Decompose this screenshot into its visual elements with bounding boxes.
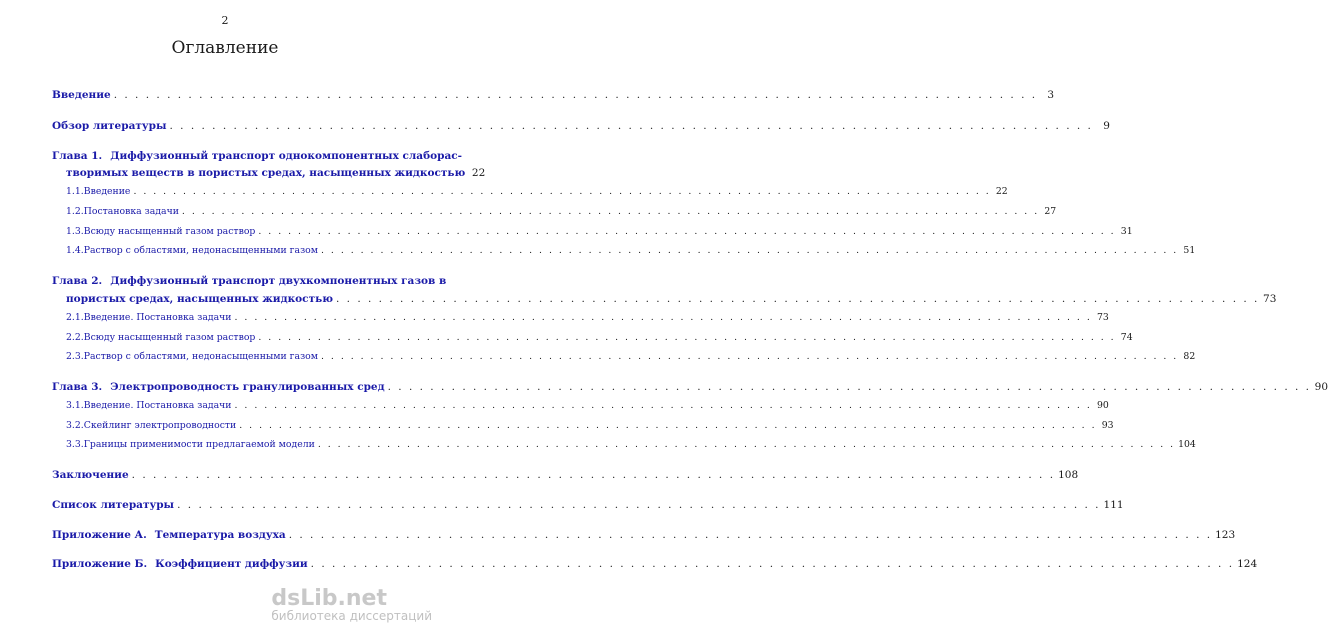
toc-section[interactable] [66,245,1196,256]
toc-page: 111 [1103,499,1124,511]
appendix-number[interactable]: Приложение Б. [52,558,148,570]
chapter-number[interactable]: Глава 2. [52,275,103,287]
toc-section[interactable] [66,312,1109,323]
section-label[interactable]: Постановка задачи [83,206,179,217]
dot-leader [235,312,1092,323]
section-number: 2.2. [66,332,84,343]
chapter-title-cont[interactable]: творимых веществ в пористых средах, насыщенных жидкостью [66,167,466,179]
chapter-title[interactable]: Электропроводность гранулированных сред [110,381,385,393]
dot-leader [239,420,1096,431]
toc-page: 3 [1047,89,1055,101]
toc-page: 73 [1096,312,1109,323]
section-label[interactable]: Границы применимости предлагаемой модели [83,439,315,450]
toc-section[interactable] [66,351,1196,362]
toc-page: 9 [1103,120,1110,132]
toc-label[interactable]: Температура воздуха [154,529,286,541]
section-label[interactable]: Всюду насыщенный газом раствор [83,226,256,237]
toc-page: 74 [1120,332,1133,343]
dot-leader [388,381,1311,393]
toc-entry-appendix-a[interactable] [52,529,1236,541]
section-number: 2.3. [66,351,84,362]
toc-entry-appendix-b[interactable] [52,558,1258,570]
toc-label[interactable]: Заключение [52,469,129,481]
toc-section[interactable] [66,206,1057,217]
dot-leader [336,293,1259,305]
section-number: 1.2. [66,206,84,217]
toc-chapter-2-line2[interactable] [66,293,1277,305]
dot-leader [169,120,1092,132]
toc-section[interactable] [66,400,1109,411]
watermark-sub: библиотека диссертаций [271,609,432,623]
dot-leader [311,558,1234,570]
toc-section[interactable] [66,226,1133,237]
toc-chapter-2-line1[interactable] [52,275,447,287]
dot-leader [133,186,990,197]
section-label[interactable]: Раствор с областями, недонасыщенными газом [83,245,318,256]
page-number: 2 [221,14,229,27]
section-label[interactable]: Введение [83,186,131,197]
chapter-number[interactable]: Глава 1. [52,150,103,162]
toc-entry-conclusion[interactable] [52,469,1079,481]
chapter-title[interactable]: Диффузионный транспорт однокомпонентных слабораc- [110,150,462,162]
dot-leader [235,400,1092,411]
watermark-main: dsLib.net [271,586,387,611]
dot-leader [258,226,1115,237]
toc-page: 108 [1058,469,1079,481]
toc-entry-intro[interactable] [52,89,1055,101]
section-number: 1.4. [66,245,84,256]
toc-section[interactable] [66,186,1008,197]
toc-section[interactable] [66,439,1196,450]
page-title: Оглавление [171,38,279,58]
section-label[interactable]: Раствор с областями, недонасыщенными газом [83,351,318,362]
dot-leader [114,89,1037,101]
toc-page: 104 [1178,439,1196,450]
toc-page: 27 [1044,206,1057,217]
toc-page: 22 [471,167,486,179]
watermark-logo [271,586,432,623]
toc-page: 93 [1101,420,1114,431]
dot-leader [289,529,1212,541]
section-label[interactable]: Введение. Постановка задачи [83,400,232,411]
toc-chapter-1-line2[interactable] [66,167,486,179]
toc-label[interactable]: Введение [52,89,111,101]
toc-chapter-1-line1[interactable] [52,150,462,162]
appendix-number[interactable]: Приложение А. [52,529,147,541]
section-number: 2.1. [66,312,84,323]
section-number: 1.3. [66,226,84,237]
dot-leader [318,439,1175,450]
toc-label[interactable]: Обзор литературы [52,120,167,132]
toc-label[interactable]: Список литературы [52,499,175,511]
toc-chapter-3[interactable] [52,381,1328,393]
section-label[interactable]: Всюду насыщенный газом раствор [83,332,256,343]
toc-page: 22 [995,186,1008,197]
toc-page: 31 [1120,226,1133,237]
toc-entry-references[interactable] [52,499,1124,511]
toc-page: 124 [1237,558,1258,570]
dot-leader [132,469,1055,481]
section-label[interactable]: Введение. Постановка задачи [83,312,232,323]
dot-leader [258,332,1115,343]
toc-page: 73 [1263,293,1277,305]
toc-page: 123 [1215,529,1236,541]
dot-leader [182,206,1039,217]
toc-section[interactable] [66,332,1133,343]
dot-leader [321,245,1178,256]
toc-page: 51 [1183,245,1196,256]
toc-label[interactable]: Коэффициент диффузии [155,558,308,570]
toc-entry-review[interactable] [52,120,1110,132]
toc-page: 90 [1314,381,1328,393]
section-number: 1.1. [66,186,84,197]
toc-page: 90 [1096,400,1109,411]
section-number: 3.2. [66,420,84,431]
dot-leader [177,499,1100,511]
toc-section[interactable] [66,420,1114,431]
section-label[interactable]: Скейлинг электропроводности [83,420,237,431]
toc-page: 82 [1183,351,1196,362]
chapter-title-cont[interactable]: пористых средах, насыщенных жидкостью [66,293,333,305]
chapter-number[interactable]: Глава 3. [52,381,103,393]
dot-leader [321,351,1178,362]
section-number: 3.3. [66,439,84,450]
section-number: 3.1. [66,400,84,411]
chapter-title[interactable]: Диффузионный транспорт двухкомпонентных газов в [110,275,447,287]
